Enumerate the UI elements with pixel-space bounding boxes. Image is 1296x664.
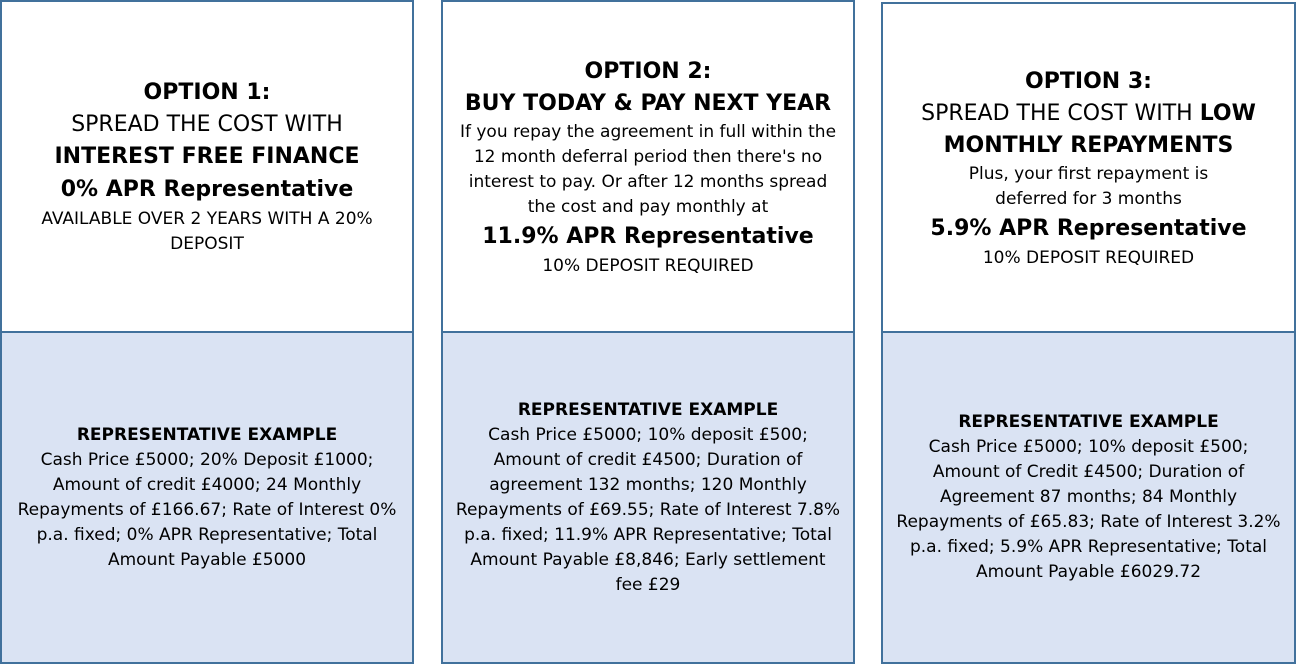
option-3-subheading: [921, 98, 1256, 130]
option-2-subheading: BUY TODAY & PAY NEXT YEAR: [464, 90, 832, 116]
option-3-desc-line: Plus, your first repayment is: [968, 163, 1209, 184]
option-1-apr: 0% APR Representative: [60, 177, 354, 202]
option-1-subheading: SPREAD THE COST WITH: [71, 112, 343, 137]
option-2-card: [441, 0, 855, 333]
option-3-example-line: Amount of Credit £4500; Duration of: [932, 462, 1245, 482]
option-3-finance-type: MONTHLY REPAYMENTS: [943, 132, 1234, 158]
option-1-example-line: Amount Payable £5000: [107, 549, 307, 570]
option-3-example-line: p.a. fixed; 5.9% APR Representative; Total: [909, 537, 1268, 557]
option-2-desc-line: 12 month deferral period then there's no: [473, 146, 823, 167]
option-1-card: [0, 0, 414, 333]
option-2-example-line: fee £29: [615, 574, 681, 595]
option-3-apr: 5.9% APR Representative: [930, 215, 1247, 241]
option-1-note-line: DEPOSIT: [170, 234, 244, 254]
option-3-desc-line: deferred for 3 months: [995, 188, 1182, 209]
option-2-desc-line: interest to pay. Or after 12 months spread: [468, 171, 828, 192]
option-3-card: [881, 2, 1296, 333]
option-3-example-title: REPRESENTATIVE EXAMPLE: [958, 412, 1219, 432]
option-3-example-line: Amount Payable £6029.72: [975, 562, 1202, 582]
option-1-example-line: p.a. fixed; 0% APR Representative; Total: [36, 524, 378, 545]
option-1-note-line: AVAILABLE OVER 2 YEARS WITH A 20%: [41, 209, 373, 229]
option-1-example-title: REPRESENTATIVE EXAMPLE: [76, 424, 338, 445]
option-2-example-line: agreement 132 months; 120 Monthly: [489, 474, 807, 495]
option-2-desc-line: the cost and pay monthly at: [527, 196, 769, 217]
option-2-example-line: Amount Payable £8,846; Early settlement: [470, 549, 826, 570]
option-1-example-line: Repayments of £166.67; Rate of Interest 0%: [17, 499, 397, 520]
option-3-example-line: Repayments of £65.83; Rate of Interest 3.2%: [896, 512, 1281, 532]
option-3-note: 10% DEPOSIT REQUIRED: [982, 247, 1195, 268]
option-3-heading: OPTION 3:: [1025, 68, 1152, 94]
option-1-example-line: Amount of credit £4000; 24 Monthly: [52, 474, 362, 495]
option-1-heading: OPTION 1:: [143, 80, 271, 105]
option-2-example-title: REPRESENTATIVE EXAMPLE: [517, 399, 779, 420]
option-1-example-line: Cash Price £5000; 20% Deposit £1000;: [40, 449, 374, 470]
option-3-example: [881, 331, 1296, 664]
option-2-example: [441, 331, 855, 664]
option-2-heading: OPTION 2:: [584, 58, 712, 84]
option-2-example-line: p.a. fixed; 11.9% APR Representative; Total: [464, 524, 832, 545]
option-3-example-line: Cash Price £5000; 10% deposit £500;: [928, 437, 1249, 457]
option-2-example-line: Amount of credit £4500; Duration of: [493, 449, 803, 470]
option-2-example-line: Cash Price £5000; 10% deposit £500;: [488, 424, 808, 445]
option-2-note: 10% DEPOSIT REQUIRED: [542, 255, 754, 276]
option-1-finance-type: INTEREST FREE FINANCE: [54, 144, 360, 169]
option-3-subheading-bold: LOW: [1199, 100, 1256, 126]
option-2-example-line: Repayments of £69.55; Rate of Interest 7.8%: [455, 499, 841, 520]
option-2-desc-line: If you repay the agreement in full within the: [459, 121, 837, 142]
option-3-example-line: Agreement 87 months; 84 Monthly: [939, 487, 1238, 507]
option-2-apr: 11.9% APR Representative: [482, 223, 814, 249]
option-1-example: [0, 331, 414, 664]
option-3-subheading-normal: SPREAD THE COST WITH: [921, 100, 1200, 126]
